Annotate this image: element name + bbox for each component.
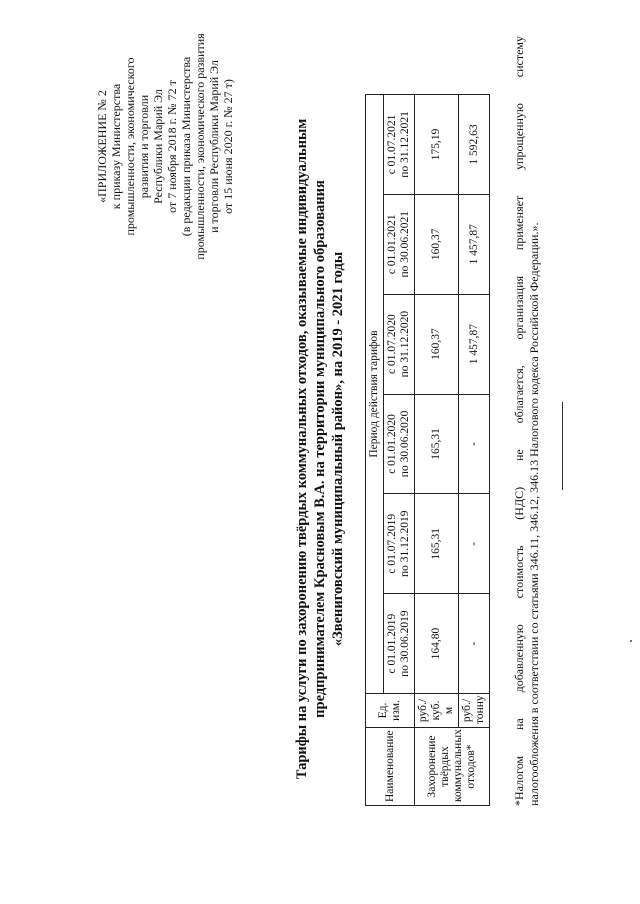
period-header: с 01.07.2020 по 31.12.2020 — [384, 294, 415, 394]
approval-line: от 7 ноября 2018 г. № 72 т — [165, 80, 179, 213]
header-period: Период действия тарифов — [366, 95, 384, 694]
tariff-value: - — [459, 594, 490, 694]
approval-line: Республики Марий Эл — [151, 89, 165, 204]
period-header: с 01.07.2019 по 31.12.2019 — [384, 494, 415, 594]
approval-line: (в редакции приказа Министерства — [179, 56, 193, 237]
period-header: с 01.01.2019 по 30.06.2019 — [384, 594, 415, 694]
period-header: с 01.07.2021 по 31.12.2021 — [384, 95, 415, 195]
approval-line: и торговли Республики Марий Эл — [207, 60, 221, 233]
period-header: с 01.01.2021 по 30.06.2021 — [384, 194, 415, 294]
tariff-value: 1 592,63 — [459, 95, 490, 195]
period-header: с 01.01.2020 по 30.06.2020 — [384, 394, 415, 494]
unit-cell: руб./ куб. м — [415, 694, 459, 728]
tariff-table — [365, 94, 490, 806]
document-title — [293, 49, 347, 849]
unit-cell: руб./ тонну — [459, 694, 490, 728]
vat-footnote — [512, 36, 542, 806]
title-line: предпринимателем Красновым В.А. на территории муниципального образования — [312, 180, 328, 718]
tariff-value: 160,37 — [415, 194, 459, 294]
title-line: Тарифы на услуги по захоронению твёрдых коммунальных отходов, оказываемые индивидуальным — [294, 118, 310, 780]
approval-line: «ПРИЛОЖЕНИЕ № 2 — [95, 90, 109, 203]
tariff-value: - — [459, 494, 490, 594]
tariff-value: 165,31 — [415, 494, 459, 594]
approval-line: промышленности, экономического — [123, 57, 137, 236]
service-name-cell: Захоронение твёрдых коммунальных отходов* — [415, 728, 490, 806]
scan-speck — [630, 640, 632, 642]
tariff-value: 1 457,87 — [459, 194, 490, 294]
footnote-line: налогообложения в соответствии со статьями 346.11, 346.12, 346.13 Налогового кодекса Российской Федерации.». — [527, 222, 541, 806]
header-name: Наименование — [366, 728, 415, 806]
title-line: «Звениговский муниципальный район», на 2019 - 2021 годы — [330, 251, 346, 647]
approval-line: от 15 июня 2020 г. № 27 т) — [221, 79, 235, 214]
approval-line: к приказу Министерства — [109, 83, 123, 210]
approval-line: промышленности, экономического развития — [193, 33, 207, 260]
footnote-line: *Налогом на добавленную стоимость (НДС) не облагается, организация применяет упрощенную систему — [512, 36, 526, 806]
tariff-value: - — [459, 394, 490, 494]
tariff-value: 165,31 — [415, 394, 459, 494]
approval-block — [95, 14, 235, 279]
header-unit: Ед. изм. — [366, 694, 415, 728]
tariff-value: 160,37 — [415, 294, 459, 394]
closing-underline — [562, 402, 563, 490]
tariff-value: 175,19 — [415, 95, 459, 195]
approval-line: развития и торговли — [137, 94, 151, 199]
tariff-value: 164,80 — [415, 594, 459, 694]
table-header-row — [366, 95, 384, 806]
table-row — [415, 95, 459, 806]
tariff-value: 1 457,87 — [459, 294, 490, 394]
table-row — [459, 95, 490, 806]
